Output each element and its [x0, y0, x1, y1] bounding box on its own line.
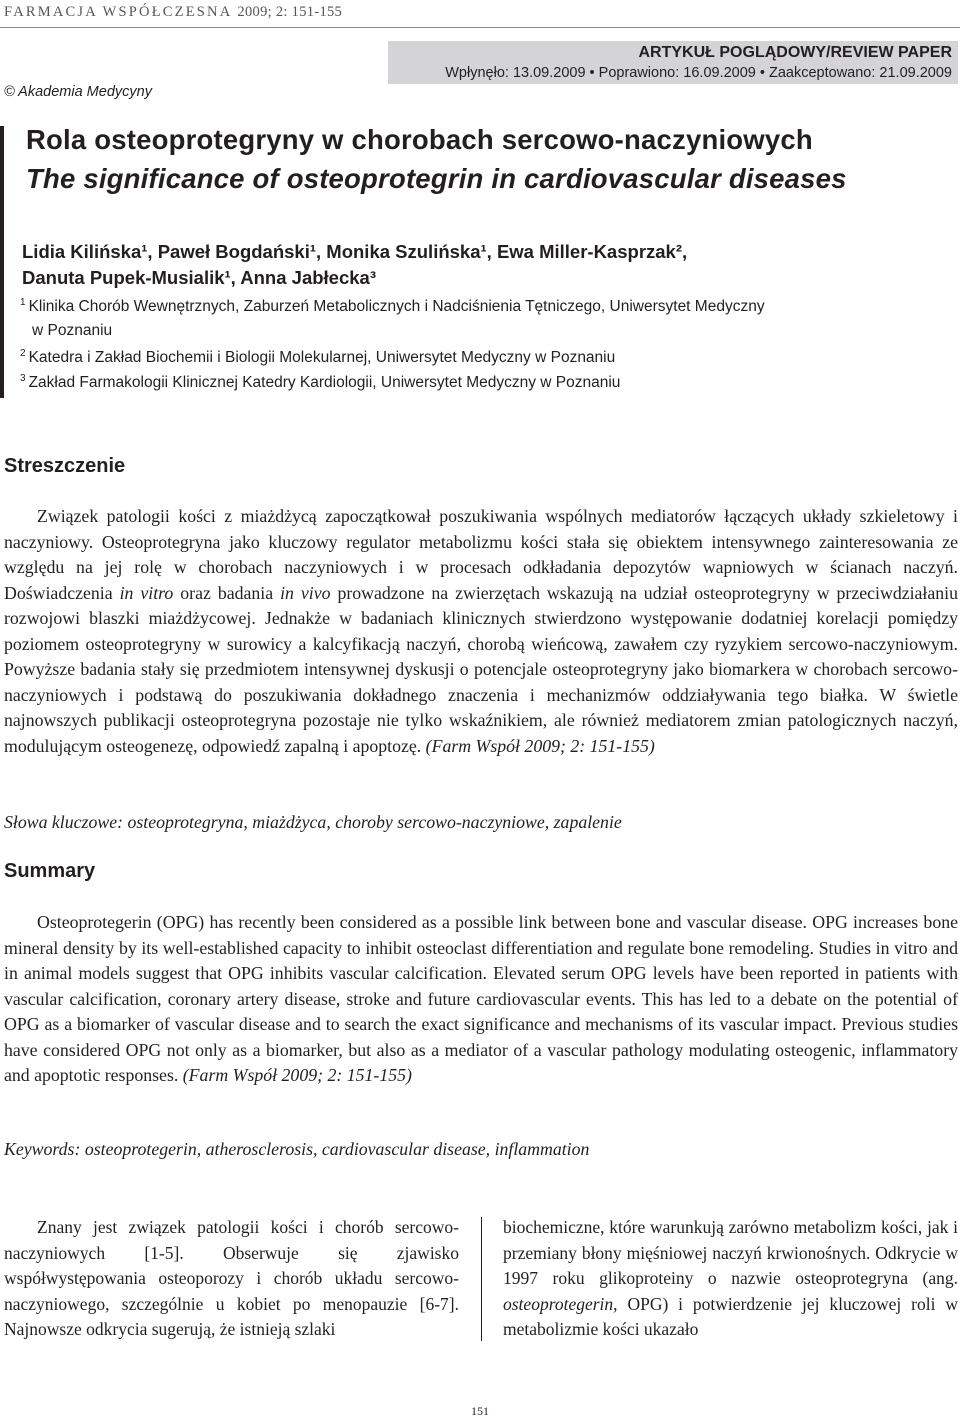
abstract-polish	[4, 504, 958, 759]
affiliation-number: 3	[20, 373, 26, 384]
article-type-box	[388, 41, 958, 84]
journal-header	[4, 4, 342, 21]
affiliation-3	[20, 367, 940, 395]
body-column-2	[503, 1215, 958, 1343]
abstract-italic: in vitro	[119, 582, 174, 603]
article-type: ARTYKUŁ POGLĄDOWY/REVIEW PAPER	[638, 44, 952, 61]
keywords-english: Keywords: osteoprotegerin, atherosclerosis, cardiovascular disease, inflammation	[4, 1139, 590, 1159]
journal-issue: 2009; 2: 151-155	[237, 4, 343, 20]
authors	[22, 239, 942, 291]
body-column-1	[4, 1215, 459, 1343]
journal-name: FARMACJA WSPÓŁCZESNA	[4, 4, 232, 20]
affiliation-1	[20, 291, 940, 343]
column-divider	[481, 1217, 482, 1341]
abstract-text: oraz badania	[173, 582, 281, 603]
summary-text: Osteoprotegerin (OPG) has recently been considered as a possible link between bone and vascular disease. OPG increases bone mineral density by its well-established capacity to inhibit osteoclast differentiation and regulate bone remodeling. Studies in vitro and in animal models suggest that OPG inhibits vascular calcification. Elevated serum OPG levels have been reported in patients with vascular calcification, coronary artery disease, stroke and future cardiovascular events. This has led to a debate on the potential of OPG as a biomarker of vascular disease and to search the exact significance and mechanisms of its vascular impact. Previous studies have considered OPG not only as a biomarker, but also as a mediator of a vascular pathology modulating osteogenic, inflammatory and apoptotic responses.	[4, 912, 958, 1085]
abstract-italic: in vivo	[280, 582, 331, 603]
authors-line-1: Lidia Kilińska¹, Paweł Bogdański¹, Monika Szulińska¹, Ewa Miller-Kasprzak²,	[22, 241, 688, 262]
affiliation-text-cont: w Poznaniu	[32, 322, 113, 339]
body-italic: osteoprotegerin	[503, 1293, 614, 1314]
summary-citation: (Farm Współ 2009; 2: 151-155)	[182, 1065, 412, 1085]
abstract-text: Związek patologii kości z miażdżycą zapoczątkował poszukiwania wspólnych mediatorów łączących układy szkieletowy i naczyniowy. Osteoprotegryna jako kluczowy regulator metabolizmu kości stała się obiektem intensywnego zainteresowania ze względu na jej rolę w chorobach naczyniowych i w procesach odkładania depozytów wapniowych w ścianach naczyń. Doświadczenia	[4, 506, 958, 603]
copyright: © Akademia Medycyny	[4, 84, 152, 100]
header-rule	[0, 27, 960, 28]
title-polish: Rola osteoprotegryny w chorobach sercowo-naczyniowych	[26, 124, 813, 155]
abstract-text: prowadzone na zwierzętach wskazują na udział osteoprotegryny w przeciwdziałaniu rozwojowi blaszki miażdżycowej. Jednakże w badaniach klinicznych stwierdzono występowanie dodatniej korelacji pomiędzy poziomem osteoprotegryny w surowicy a kalcyfikacją naczyń, chorobą wieńcową, zawałem czy ryzykiem sercowo-naczyniowym. Powyższe badania stały się przedmiotem intensywnej dyskusji o potencjale osteoprotegryny jako biomarkera w chorobach sercowo-naczyniowych i podstawą do poszukiwania dokładnego znaczenia i mechanizmów oddziaływania tego białka. W świetle najnowszych publikacji osteoprotegryna pozostaje nie tylko wskaźnikiem, ale również mediatorem zmian patologicznych naczyń, modulującym osteogenezę, odpowiedź zapalną i apoptozę.	[4, 582, 958, 756]
page-number: 151	[471, 1404, 489, 1418]
article-dates: Wpłynęło: 13.09.2009 • Poprawiono: 16.09.2009 • Zaakceptowano: 21.09.2009	[445, 65, 952, 81]
affiliation-text: Katedra i Zakład Biochemii i Biologii Molekularnej, Uniwersytet Medyczny w Poznaniu	[28, 349, 616, 366]
section-heading-streszczenie: Streszczenie	[4, 455, 126, 477]
affiliation-number: 1	[20, 297, 26, 308]
authors-line-2: Danuta Pupek-Musialik¹, Anna Jabłecka³	[22, 267, 376, 288]
abstract-citation: (Farm Współ 2009; 2: 151-155)	[425, 735, 655, 756]
keywords-polish: Słowa kluczowe: osteoprotegryna, miażdżyca, choroby sercowo-naczyniowe, zapalenie	[4, 812, 622, 832]
body-text: Znany jest związek patologii kości i chorób sercowo-naczyniowych [1-5]. Obserwuje się zjawisko współwystępowania osteoporozy i chorób układu sercowo-naczyniowego, szczególnie u kobiet po menopauzie [6-7]. Najnowsze odkrycia sugerują, że istnieją szlaki	[4, 1217, 459, 1339]
title-side-bar	[0, 126, 4, 398]
abstract-english	[4, 910, 958, 1089]
section-heading-summary: Summary	[4, 860, 96, 882]
body-text: biochemiczne, które warunkują zarówno metabolizm kości, jak i przemiany błony mięśniowej naczyń krwionośnych. Odkrycie w 1997 roku glikoproteiny o nazwie osteoprotegryna (ang.	[503, 1217, 958, 1288]
body-text: , OPG) i potwierdzenie jej kluczowej roli w metabolizmie kości ukazało	[503, 1293, 958, 1339]
affiliation-text: Zakład Farmakologii Klinicznej Katedry Kardiologii, Uniwersytet Medyczny w Poznaniu	[28, 374, 621, 391]
title-english: The significance of osteoprotegrin in cardiovascular diseases	[26, 163, 847, 194]
affiliation-text: Klinika Chorób Wewnętrznych, Zaburzeń Metabolicznych i Nadciśnienia Tętniczego, Uniwersytet Medyczny	[28, 298, 765, 315]
affiliation-number: 2	[20, 348, 26, 359]
affiliation-2	[20, 342, 940, 370]
